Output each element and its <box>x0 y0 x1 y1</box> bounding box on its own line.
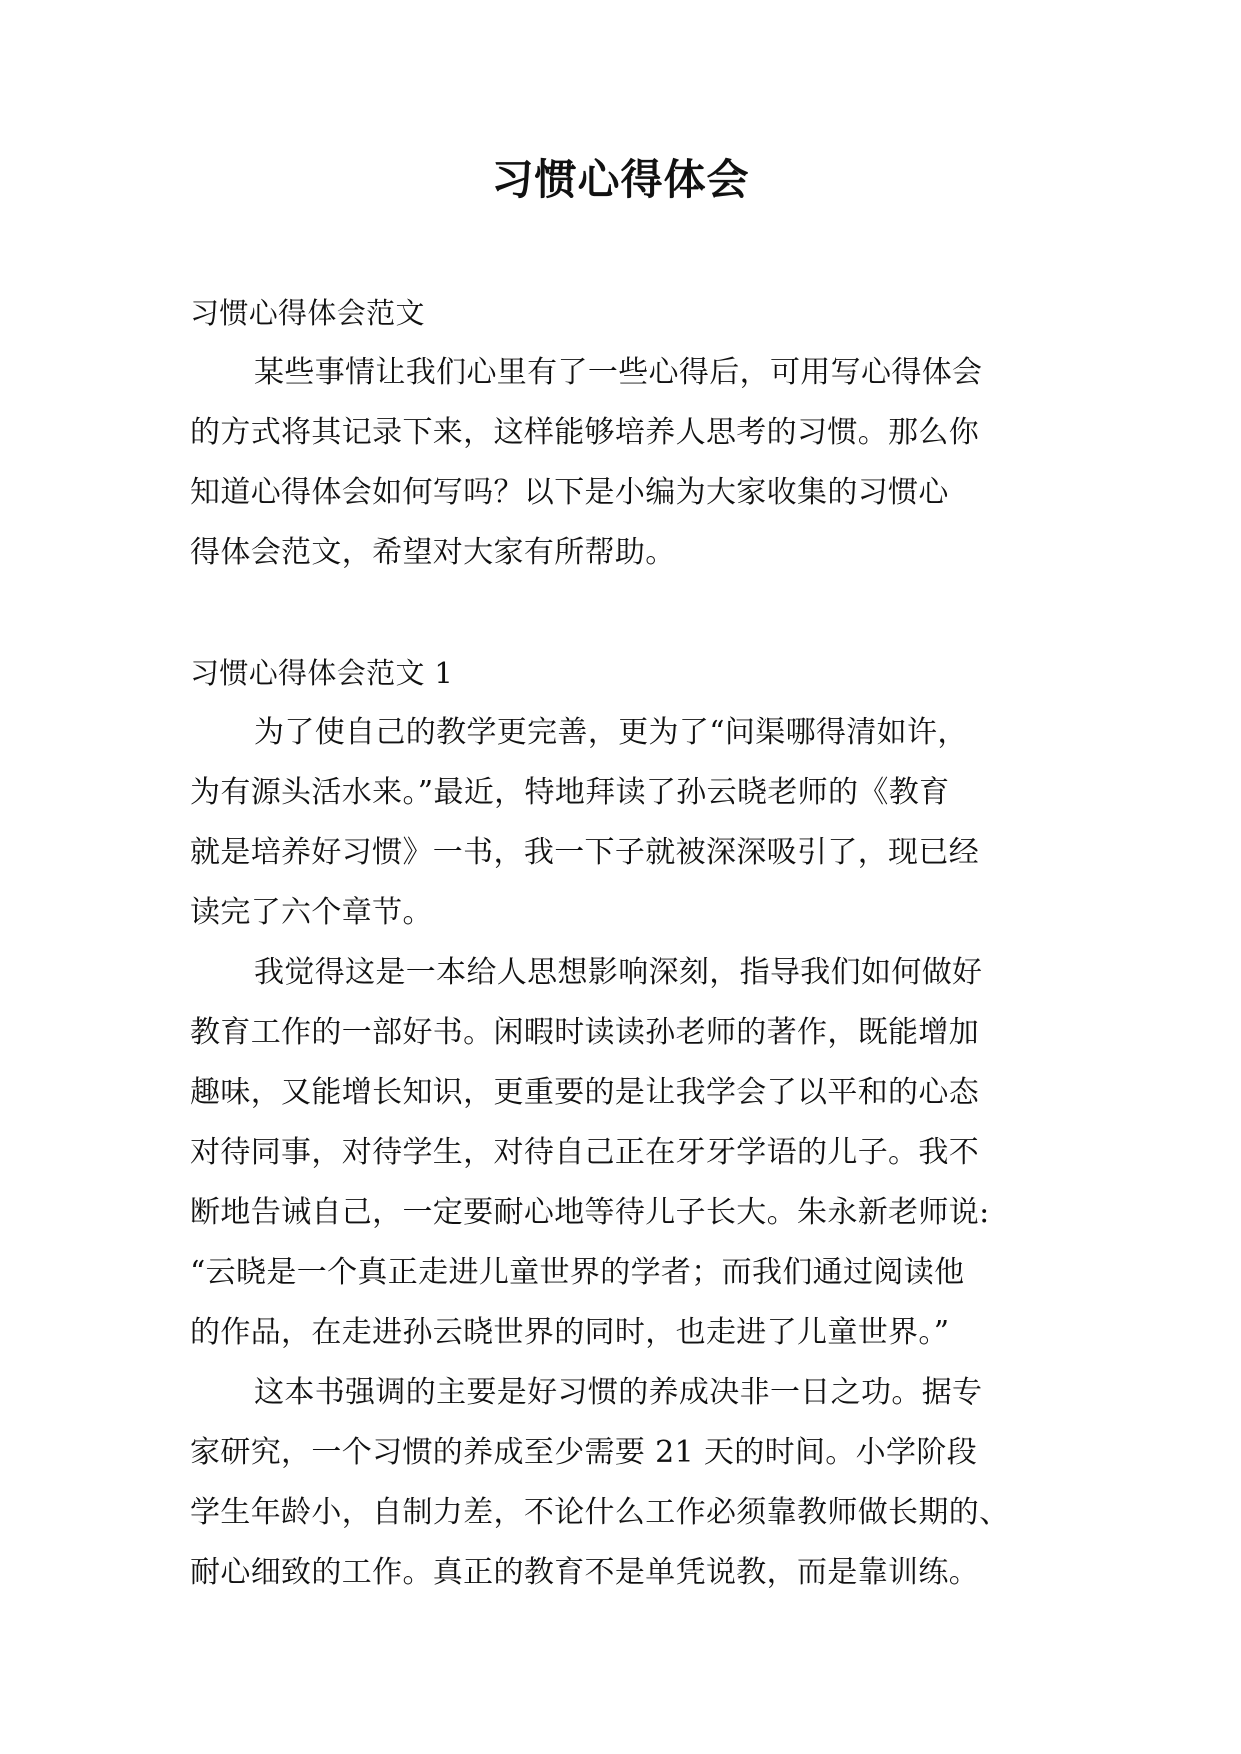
paragraph-line: “云晓是一个真正走进儿童世界的学者；而我们通过阅读他 <box>190 1255 965 1290</box>
paragraph-line: 读完了六个章节。 <box>190 895 433 930</box>
paragraph-line: 教育工作的一部好书。闲暇时读读孙老师的著作，既能增加 <box>190 1015 980 1050</box>
paragraph-line: 对待同事，对待学生，对待自己正在牙牙学语的儿子。我不 <box>190 1135 980 1170</box>
paragraph-line: 为有源头活水来。”最近，特地拜读了孙云晓老师的《教育 <box>190 775 950 810</box>
paragraph-line: 就是培养好习惯》一书，我一下子就被深深吸引了，现已经 <box>190 835 980 870</box>
section-heading: 习惯心得体会范文 1 <box>190 656 454 690</box>
paragraph-3 <box>190 1363 1052 1603</box>
paragraph-line: 我觉得这是一本给人思想影响深刻，指导我们如何做好 <box>254 955 983 990</box>
paragraph-line: 某些事情让我们心里有了一些心得后，可用写心得体会 <box>254 355 983 390</box>
paragraph-line: 为了使自己的教学更完善，更为了“问渠哪得清如许， <box>254 715 968 750</box>
paragraph-1 <box>190 703 1052 943</box>
paragraph-line: 得体会范文，希望对大家有所帮助。 <box>190 535 676 570</box>
paragraph-line: 断地告诫自己，一定要耐心地等待儿子长大。朱永新老师说: <box>190 1195 990 1230</box>
document-body <box>190 283 1052 1603</box>
paragraph-line: 趣味，又能增长知识，更重要的是让我学会了以平和的心态 <box>190 1075 980 1110</box>
intro-paragraph <box>190 343 1052 583</box>
document-title: 习惯心得体会 <box>491 155 750 204</box>
paragraph-line: 知道心得体会如何写吗？以下是小编为大家收集的习惯心 <box>190 475 949 510</box>
subtitle: 习惯心得体会范文 <box>190 296 425 330</box>
paragraph-line: 耐心细致的工作。真正的教育不是单凭说教，而是靠训练。 <box>190 1555 980 1590</box>
paragraph-2 <box>190 943 1052 1363</box>
paragraph-line: 这本书强调的主要是好习惯的养成决非一日之功。据专 <box>254 1375 983 1410</box>
section-spacer <box>190 583 1052 643</box>
paragraph-line: 的作品，在走进孙云晓世界的同时，也走进了儿童世界。” <box>190 1315 950 1350</box>
paragraph-line: 的方式将其记录下来，这样能够培养人思考的习惯。那么你 <box>190 415 980 450</box>
paragraph-line: 家研究，一个习惯的养成至少需要 21 天的时间。小学阶段 <box>190 1435 978 1470</box>
paragraph-line: 学生年龄小，自制力差，不论什么工作必须靠教师做长期的、 <box>190 1495 1010 1530</box>
